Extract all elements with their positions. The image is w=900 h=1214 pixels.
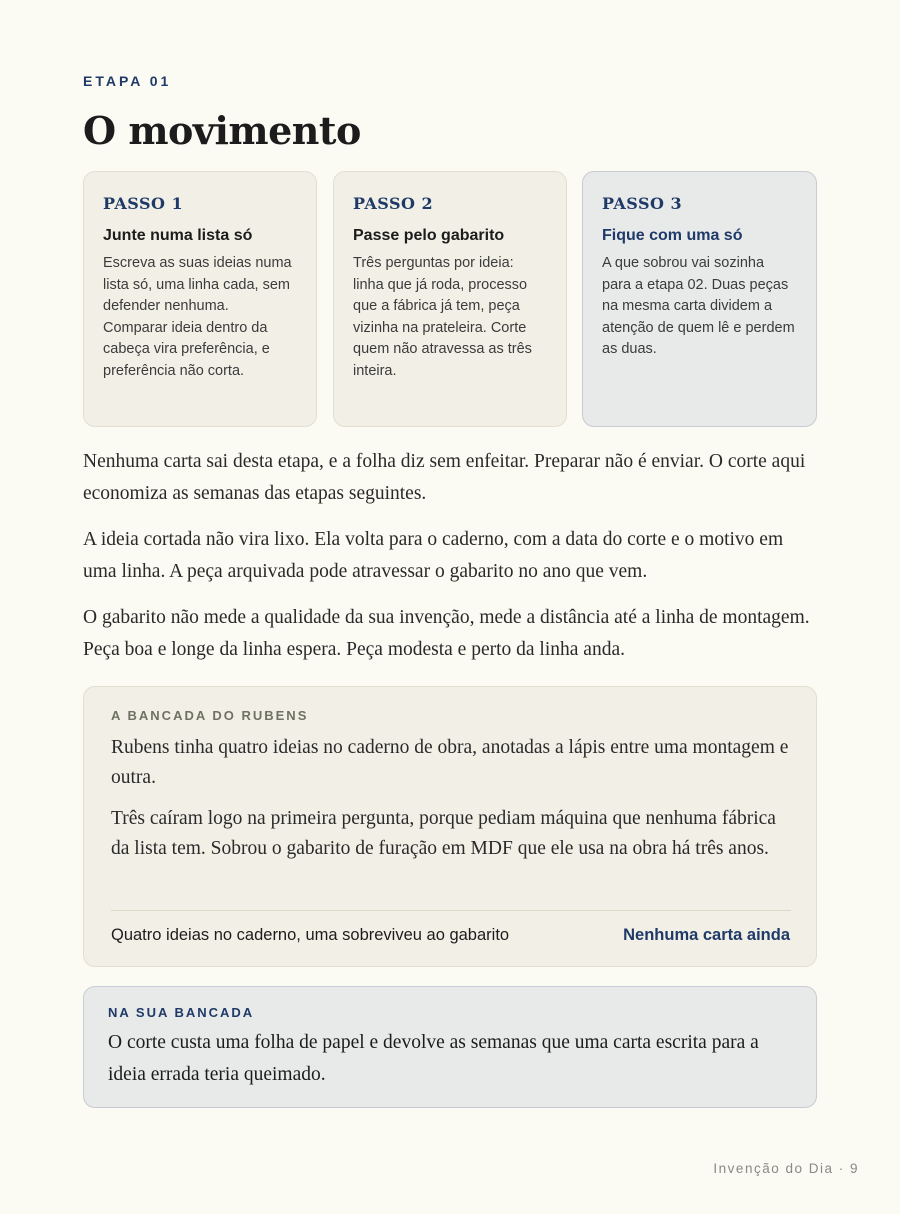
body-paragraph-1: Nenhuma carta sai desta etapa, e a folha diz sem enfeitar. Preparar não é enviar. O corte aqui economiza as semanas das etapas seguintes. [83,451,806,504]
step-card-3 [582,171,817,427]
case-paragraph-2: Três caíram logo na primeira pergunta, porque pediam máquina que nenhuma fábrica da lista tem. Sobrou o gabarito de furação em MDF que ele usa na obra há três anos. [111,808,776,859]
case-paragraph-1: Rubens tinha quatro ideias no caderno de obra, anotadas a lápis entre uma montagem e outra. [111,737,789,788]
step-card-2 [333,171,567,427]
step-label: PASSO 1 [103,194,184,213]
bench-callout [83,986,817,1108]
step-label: PASSO 3 [602,194,683,213]
case-summary: Quatro ideias no caderno, uma sobreviveu ao gabarito [111,926,510,944]
section-eyebrow: ETAPA 01 [83,73,172,89]
step-title: Junte numa lista só [103,227,253,244]
step-title: Fique com uma só [602,227,743,244]
step-text: A que sobrou vai sozinha para a etapa 02. Duas peças na mesma carta dividem a atenção de quem lê e perdem as duas. [602,255,795,357]
case-eyebrow: A BANCADA DO RUBENS [111,708,309,723]
step-title: Passe pelo gabarito [353,227,505,244]
step-label: PASSO 2 [353,194,434,213]
page-title: O movimento [83,108,361,153]
divider [111,910,791,911]
page-footer: Invenção do Dia · 9 [713,1161,859,1176]
step-text: Escreva as suas ideias numa lista só, uma linha cada, sem defender nenhuma. Comparar ideia dentro da cabeça vira preferência, e preferência não corta. [103,255,292,379]
step-text: Três perguntas por ideia: linha que já roda, processo que a fábrica já tem, peça vizinha na prateleira. Corte quem não atravessa as três inteira. [353,255,532,379]
body-paragraph-2: A ideia cortada não vira lixo. Ela volta para o caderno, com a data do corte e o motivo em uma linha. A peça arquivada pode atravessar o gabarito no ano que vem. [83,529,784,582]
case-study-box [83,686,817,967]
body-paragraph-3: O gabarito não mede a qualidade da sua invenção, mede a distância até a linha de montagem. Peça boa e longe da linha espera. Peça modesta e perto da linha anda. [83,607,810,660]
steps-row [83,171,817,427]
bench-text: O corte custa uma folha de papel e devolve as semanas que uma carta escrita para a ideia errada teria queimado. [108,1032,759,1085]
case-status: Nenhuma carta ainda [623,926,790,944]
bench-eyebrow: NA SUA BANCADA [108,1005,255,1020]
step-card-1 [83,171,317,427]
